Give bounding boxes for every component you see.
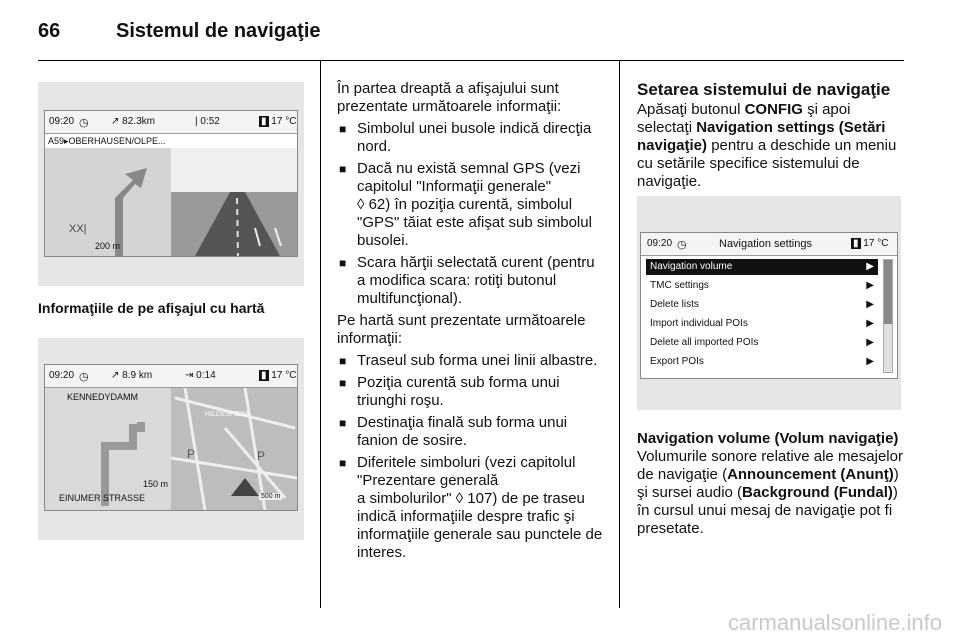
temperature: ▮ 17 °C [853, 238, 889, 249]
chevron-right-icon: ▶ [866, 356, 874, 367]
street-name-top: KENNEDYDAMM [67, 392, 139, 402]
settings-title: Navigation settings [719, 238, 812, 250]
route-icon: ↗ [111, 370, 123, 381]
section-heading: Setarea sistemului de navigaţie [637, 80, 891, 99]
map-scale: 500 m [261, 493, 281, 500]
right-column [637, 80, 905, 195]
chevron-right-icon: ▶ [866, 318, 874, 329]
page-number: 66 [38, 20, 61, 42]
clock: 09:20 [647, 238, 673, 249]
chevron-right-icon: ▶ [866, 299, 874, 310]
list-item: ■ Traseul sub forma unei linii albastre. [337, 352, 605, 370]
clock-icon: ◷ [79, 371, 89, 383]
map-display-caption: Informaţiile de pe afişajul cu hartă [38, 300, 265, 316]
column-divider-right [619, 60, 620, 608]
city-label: HILDESHEIM [205, 411, 248, 418]
display-info-list [337, 120, 605, 308]
chevron-right-icon: ▶ [866, 280, 874, 291]
thermometer-icon: ▮ [853, 238, 859, 249]
scrollbar[interactable] [883, 259, 893, 373]
header-divider [38, 60, 904, 61]
intro-paragraph: În partea dreaptă a afişajului sunt prezentate următoarele informaţii: [337, 80, 562, 115]
clock-icon: ◷ [677, 239, 687, 251]
svg-text:P: P [187, 447, 196, 461]
time-to-destination: ⇥ 0:14 [185, 370, 216, 381]
clock: 09:20 [49, 370, 75, 381]
menu-item-import-pois[interactable]: Import individual POIs ▶ [646, 316, 878, 332]
guidance-graphics [45, 148, 297, 256]
list-item: ■ Dacă nu există semnal GPS (vezi capitolul "Informaţii generale" ◊ 62) în poziţia curentă, simbolul "GPS" tăiat este afişat sub simbolul busolei. [337, 160, 605, 250]
menu-item-delete-imported-pois[interactable]: Delete all imported POIs ▶ [646, 335, 878, 351]
thermometer-icon: ▮ [261, 116, 267, 127]
menu-item-export-pois[interactable]: Export POIs ▶ [646, 354, 878, 370]
chevron-right-icon: ▶ [866, 337, 874, 348]
watermark: carmanualsonline.info [727, 610, 942, 635]
page-title: Sistemul de navigaţie [116, 20, 321, 42]
route-road-label: A59▸OBERHAUSEN/OLPE... [45, 134, 297, 148]
street-name-bottom: EINUMER STRASSE [59, 493, 146, 503]
list-item: ■ Poziţia curentă sub forma unui triunghi roşu. [337, 374, 605, 410]
temperature: ▮ 17 °C [261, 116, 297, 127]
map-graphics [45, 388, 297, 510]
list-item: ■ Simbolul unei busole indică direcţia nord. [337, 120, 605, 156]
intro-paragraph-2: Pe hartă sunt prezentate următoarele informaţii: [337, 312, 586, 347]
menu-item-tmc-settings[interactable]: TMC settings ▶ [646, 278, 878, 294]
volume-paragraph: Volumurile sonore relative ale mesajelor de navigaţie (Announcement (Anunţ)) şi sursei audio (Background (Fundal)) în cursul unui mesaj de navigaţie pot fi presetate. [637, 448, 903, 537]
map-screenshot [38, 338, 304, 540]
sub-heading: Navigation volume (Volum navigaţie) [637, 430, 899, 447]
list-item: ■ Destinaţia finală sub forma unui fanion de sosire. [337, 414, 605, 450]
svg-text:XX|: XX| [69, 223, 87, 235]
time-to-destination: | 0:52 [195, 116, 220, 127]
thermometer-icon: ▮ [261, 370, 267, 381]
menu-item-navigation-volume[interactable]: Navigation volume ▶ [646, 259, 878, 275]
column-divider-left [320, 60, 321, 608]
list-item: ■ Scara hărţii selectată curent (pentru a modifica scara: rotiţi butonul multifuncţional). [337, 254, 605, 308]
distance-to-destination: ↗ 82.3km [111, 116, 155, 127]
route-icon: ↗ [111, 116, 123, 127]
setup-paragraph: Apăsaţi butonul CONFIG şi apoi selectaţi Navigation settings (Setări navigaţie) pentru a deschide un meniu cu setările specifice sistemului de navigaţie. [637, 101, 897, 190]
svg-text:P: P [257, 449, 266, 463]
middle-column [337, 80, 605, 566]
temperature: ▮ 17 °C [261, 370, 297, 381]
chevron-right-icon: ▶ [866, 261, 874, 272]
clock: 09:20 [49, 116, 75, 127]
guidance-screenshot [38, 82, 304, 286]
list-item: ■ Diferitele simboluri (vezi capitolul "Prezentare generală a simbolurilor" ◊ 107) de pe traseu indică informaţiile despre trafic şi informaţiile generale sau punctele de interes. [337, 454, 605, 562]
reference-arrow-icon: ◊ [357, 196, 365, 213]
reference-arrow-icon: ◊ [455, 490, 464, 507]
map-info-list [337, 352, 605, 562]
menu-item-delete-lists[interactable]: Delete lists ▶ [646, 297, 878, 313]
clock-icon: ◷ [79, 117, 89, 129]
turn-distance: 200 m [95, 241, 121, 251]
turn-distance: 150 m [143, 479, 169, 489]
scrollbar-thumb[interactable] [884, 260, 892, 324]
settings-screenshot [637, 196, 901, 410]
volume-section [637, 430, 905, 542]
distance-to-destination: ↗ 8.9 km [111, 370, 153, 381]
destination-flag-icon: ⇥ [185, 370, 197, 381]
